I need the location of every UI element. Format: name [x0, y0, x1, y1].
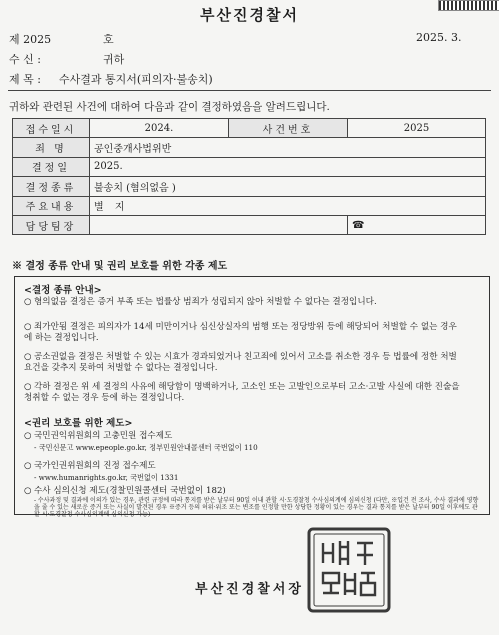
guide-item: ○ 각하 결정은 위 세 결정의 사유에 해당함이 명백하거나, 고소인 또는 고발인으로부터 고소·고발 사실에 대한 진술을 청취할 수 없는 경우 등에 하는 결정입니다. — [24, 382, 460, 403]
guide-item: ○ 죄가안됨 결정은 피의자가 14세 미만이거나 심신상실자의 범행 또는 정당방위 등에 해당되어 처벌할 수 없는 경우에 하는 결정입니다. — [24, 322, 457, 343]
rights-item: ○ 국가인권위원회의 진정 접수제도 — [24, 461, 156, 471]
case-number-label: 사건번호 — [229, 119, 348, 138]
officer-label: 담당팀장 — [13, 215, 90, 234]
issuer-name: 부산진경찰서장 — [195, 582, 304, 597]
main-content-label: 주요내용 — [13, 196, 90, 215]
rights-item-title: 국가인권위원회의 진정 접수제도 — [34, 461, 156, 471]
main-content-value: 별 지 — [90, 196, 486, 215]
rights-item-detail: - 수사과정 및 결과에 이의가 있는 경우, 관련 규정에 따라 통지를 받은 날부터 90일 이내 관할 시·도경찰청 수사심의계에 심의신청 (다만, ※입건 전 조사, 수사 결과에 영향을 줄 수 있는 새로운 증거 또는 사실이 발견된 경우 ※증거 등의 허위·위조 또는 변조를 인정할 만한 상당한 정황이 있는 경우는 결과 통지를 받은 날부터 90일 이후에도 관할 시·도경찰청 수사심의계에 심의신청 가능) — [34, 497, 479, 518]
rights-item-title: 수사 심의신청 제도(경찰민원콜센터 국번없이 182) — [34, 486, 226, 496]
notice-heading: ※ 결정 종류 안내 및 권리 보호를 위한 각종 제도 — [12, 261, 228, 272]
guide-item-text: 혐의없음 결정은 증거 부족 또는 법률상 범죄가 성립되지 않아 처벌할 수 없다는 결정입니다. — [34, 297, 377, 307]
received-date-value: 2024. — [90, 119, 229, 138]
rights-item-detail: - www.humanrights.go.kr, 국번없이 1331 — [34, 473, 179, 482]
officer-phone-cell — [348, 215, 486, 234]
document-number-label: 제 2025 — [9, 33, 52, 46]
recipient-label: 수 신 : — [9, 53, 41, 66]
rights-item-title: 국민권익위원회의 고충민원 접수제도 — [34, 431, 173, 441]
rights-title: <권리 보호를 위한 제도> — [24, 418, 133, 429]
decision-type-value: 불송치 (혐의없음 ) — [90, 177, 486, 196]
case-info-table — [12, 118, 486, 235]
rights-item: ○ 수사 심의신청 제도(경찰민원콜센터 국번없이 182) — [24, 486, 226, 496]
decision-date-label: 결정일 — [13, 157, 90, 176]
charge-label: 죄 명 — [13, 138, 90, 157]
document-title: 부산진경찰서 — [200, 6, 299, 24]
case-number-value: 2025 — [348, 119, 486, 138]
guide-item: ○ 공소권없음 결정은 처벌할 수 있는 시효가 경과되었거나 친고죄에 있어서 고소를 취소한 경우 등 법률에 정한 처벌요건을 갖추지 못하여 처벌할 수 없다는 결정입니다. — [24, 352, 457, 373]
subject-value: 수사결과 통지서(피의자·불송치) — [59, 73, 213, 86]
rights-item: ○ 국민권익위원회의 고충민원 접수제도 — [24, 431, 173, 441]
official-seal-icon — [305, 525, 393, 615]
guide-title: <결정 종류 안내> — [24, 285, 102, 296]
guide-item: ○ 혐의없음 결정은 증거 부족 또는 법률상 범죄가 성립되지 않아 처벌할 수 없다는 결정입니다. — [24, 297, 377, 307]
recipient-value: 귀하 — [103, 53, 125, 66]
guide-item-text: 각하 결정은 위 세 결정의 사유에 해당함이 명백하거나, 고소인 또는 고발인으로부터 고소·고발 사실에 대한 진술을 청취할 수 없는 경우 등에 하는 결정입니다. — [24, 382, 460, 403]
document-number-suffix: 호 — [103, 33, 114, 46]
phone-icon: ☎ — [352, 219, 365, 231]
guide-item-text: 죄가안됨 결정은 피의자가 14세 미만이거나 심신상실자의 범행 또는 정당방위 등에 해당되어 처벌할 수 없는 경우에 하는 결정입니다. — [24, 322, 457, 343]
decision-date-value: 2025. — [90, 157, 486, 176]
subject-label: 제 목 : — [9, 73, 41, 86]
officer-value — [90, 215, 348, 234]
intro-text: 귀하와 관련된 사건에 대하여 다음과 같이 결정하였음을 알려드립니다. — [9, 101, 330, 113]
charge-value: 공인중개사법위반 — [90, 138, 486, 157]
guide-item-text: 공소권없음 결정은 처벌할 수 있는 시효가 경과되었거나 친고죄에 있어서 고소를 취소한 경우 등 법률에 정한 처벌요건을 갖추지 못하여 처벌할 수 없다는 결정입니다. — [24, 352, 457, 373]
document-date: 2025. 3. — [416, 31, 462, 44]
received-date-label: 접수일시 — [13, 119, 90, 138]
header-divider — [8, 90, 491, 91]
rights-item-detail: - 국민신문고 www.epeople.go.kr, 정부민원안내콜센터 국번없이 110 — [34, 443, 258, 452]
decision-type-label: 결정종류 — [13, 177, 90, 196]
